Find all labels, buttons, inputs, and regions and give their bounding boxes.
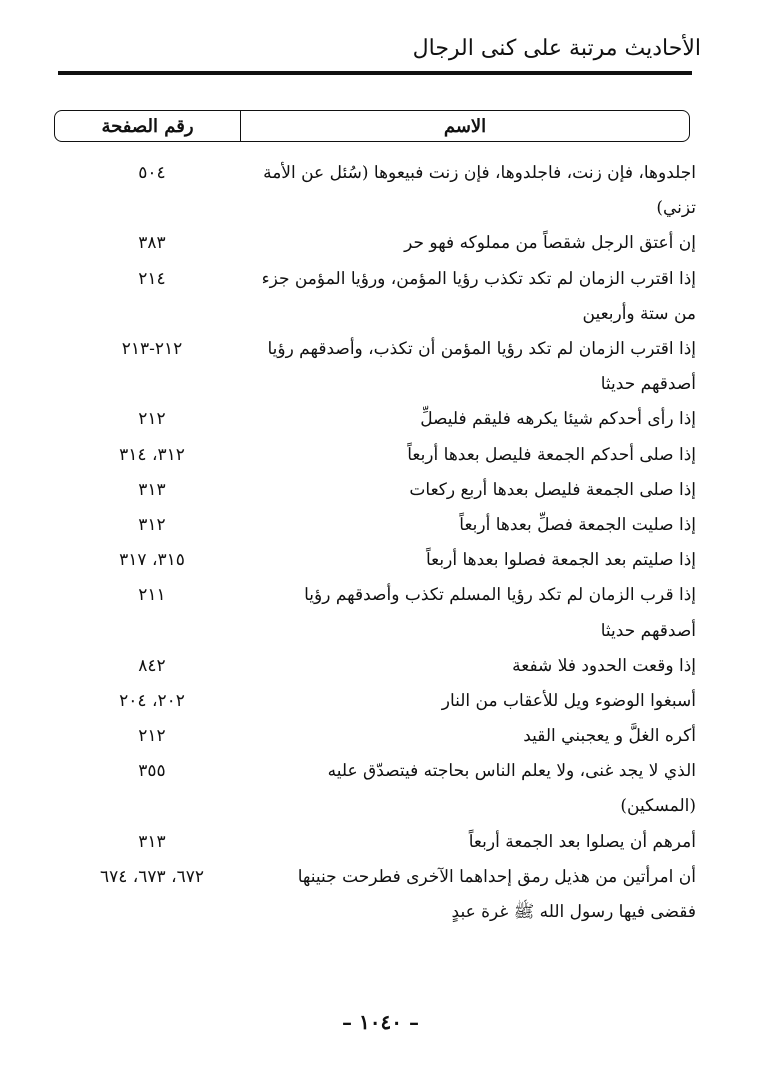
hadith-text: أمرهم أن يصلوا بعد الجمعة أربعاً xyxy=(468,831,696,852)
index-row xyxy=(56,226,696,261)
index-row xyxy=(56,754,696,824)
hadith-text: أكره الغلَّ و يعجبني القيد xyxy=(523,726,696,747)
hadith-text: أسبغوا الوضوء ويل للأعقاب من النار xyxy=(441,690,696,711)
hadith-text: اجلدوها، فإن زنت، فاجلدوها، فإن زنت فبيعوها (سُئل عن الأمة تزني) xyxy=(263,163,696,219)
index-row xyxy=(56,402,696,437)
column-header-name: الاسم xyxy=(240,111,689,141)
hadith-text: إذا صليتم بعد الجمعة فصلوا بعدها أربعاً xyxy=(426,550,696,571)
index-row xyxy=(56,684,696,719)
page-numbers: ٣١٥، ٣١٧ xyxy=(119,550,185,571)
index-row xyxy=(56,825,696,860)
hadith-text: أن امرأتين من هذيل رمق إحداهما الآخرى فطرحت جنينها فقضى فيها رسول الله ﷺ غرة عبدٍ xyxy=(297,866,696,923)
hadith-text: إن أعتق الرجل شقصاً من مملوكه فهو حر xyxy=(404,233,696,254)
index-row xyxy=(56,156,696,226)
hadith-text: إذا صلى أحدكم الجمعة فليصل بعدها أربعاً xyxy=(407,444,696,465)
hadith-text: إذا رأى أحدكم شيئا يكرهه فليقم فليصلِّ xyxy=(420,409,696,430)
hadith-text: إذا صليت الجمعة فصلِّ بعدها أربعاً xyxy=(459,514,696,535)
running-title: الأحاديث مرتبة على كنى الرجال xyxy=(412,36,701,61)
index-row xyxy=(56,649,696,684)
column-header-page: رقم الصفحة xyxy=(101,115,194,137)
index-row xyxy=(56,543,696,578)
hadith-text: إذا اقترب الزمان لم تكد رؤيا المؤمن أن تكذب، وأصدقهم رؤيا أصدقهم حديثا xyxy=(267,338,696,395)
page-numbers: ٣١٢ xyxy=(138,514,166,535)
page-numbers: ٣١٣ xyxy=(138,831,166,852)
page-numbers: ٣٥٥ xyxy=(138,761,166,782)
page-numbers: ٢٠٢، ٢٠٤ xyxy=(119,690,185,711)
page-numbers: ٣١٢، ٣١٤ xyxy=(119,444,185,465)
index-row xyxy=(56,860,696,930)
page-numbers: ٢١٢-٢١٣ xyxy=(121,338,183,359)
hadith-text: إذا وقعت الحدود فلا شفعة xyxy=(512,655,696,676)
index-row xyxy=(56,438,696,473)
index-row xyxy=(56,262,696,332)
page-numbers: ٢١٢ xyxy=(138,409,166,430)
hadith-text: إذا صلى الجمعة فليصل بعدها أربع ركعات xyxy=(409,479,696,500)
page-numbers: ٨٤٢ xyxy=(138,655,166,676)
page-numbers: ٢١٤ xyxy=(138,268,166,289)
page-numbers: ٢١١ xyxy=(138,585,166,606)
page-numbers: ٣٨٣ xyxy=(138,233,166,254)
page-numbers: ٣١٣ xyxy=(138,479,166,500)
page-numbers: ٦٧٢، ٦٧٣، ٦٧٤ xyxy=(100,866,204,887)
index-row xyxy=(56,719,696,754)
hadith-text: الذي لا يجد غنى، ولا يعلم الناس بحاجته فيتصدّق عليه (المسكين) xyxy=(327,761,696,817)
page-numbers: ٥٠٤ xyxy=(138,163,166,183)
page-numbers: ٢١٢ xyxy=(138,726,166,747)
index-row xyxy=(56,578,696,648)
page-number: – ١٠٤٠ – xyxy=(342,1010,419,1034)
index-row xyxy=(56,473,696,508)
hadith-text: إذا قرب الزمان لم تكد رؤيا المسلم تكذب وأصدقهم رؤيا أصدقهم حديثا xyxy=(304,585,696,641)
index-entries xyxy=(56,156,696,930)
index-row xyxy=(56,332,696,402)
header-rule xyxy=(58,71,692,75)
hadith-text: إذا اقترب الزمان لم تكد تكذب رؤيا المؤمن، ورؤيا المؤمن جزء من ستة وأربعين xyxy=(261,268,696,324)
index-row xyxy=(56,508,696,543)
table-header xyxy=(54,110,690,142)
